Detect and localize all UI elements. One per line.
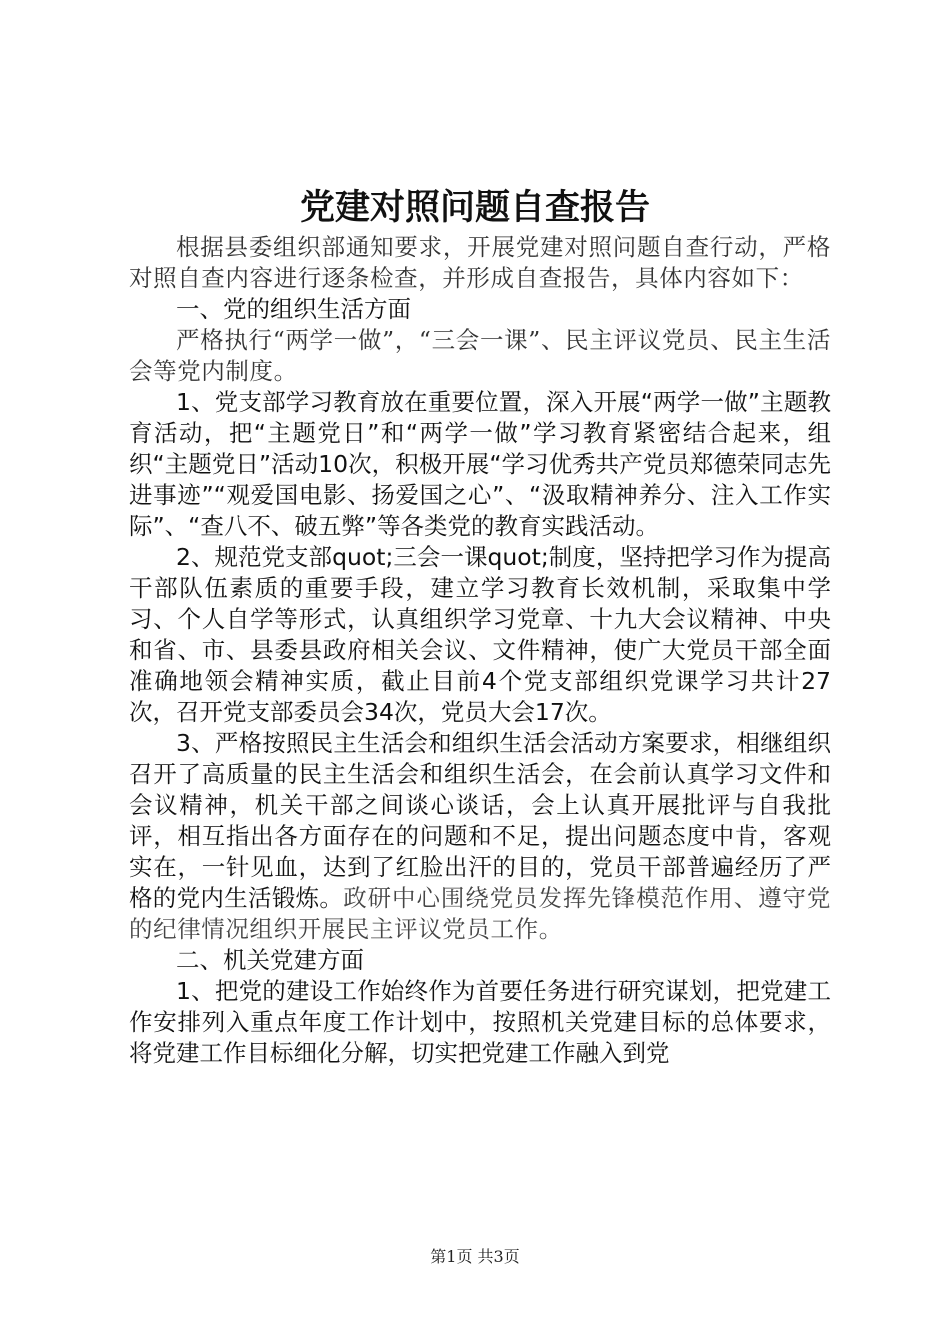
- document-title: 党建对照问题自查报告: [299, 187, 650, 228]
- section2-heading: 二、机关党建方面: [176, 946, 364, 974]
- section1-item3-tail: 政研中心围绕党员发挥先锋模范作用、遵守党的纪律情况组织开展民主评议党员工作。: [129, 884, 832, 943]
- section1-summary: 严格执行“两学一做”，“三会一课”、民主评议党员、民主生活会等党内制度。: [129, 326, 831, 385]
- section1-item3-text: 3、严格按照民主生活会和组织生活会活动方案要求，相继组织召开了高质量的民主生活会和组织生活会，在会前认真学习文件和会议精神，机关干部之间谈心谈话，会上认真开展批评与自我批评，相互指出各方面存在的问题和不足，提出问题态度中肯，客观实在，一针见血，达到了红脸出汗的目的，党员干部普遍经历了严格的党内生活锻炼。: [129, 729, 831, 912]
- intro-paragraph: 根据县委组织部通知要求，开展党建对照问题自查行动，严格对照自查内容进行逐条检查，并形成自查报告，具体内容如下：: [129, 233, 831, 292]
- page-footer: 第1页 共3页: [430, 1247, 520, 1266]
- section1-item2: 2、规范党支部quot;三会一课quot;制度，坚持把学习作为提高干部队伍素质的重要手段，建立学习教育长效机制，采取集中学习、个人自学等形式，认真组织学习党章、十九大会议精神、中央和省、市、县委县政府相关会议、文件精神，使广大党员干部全面准确地领会精神实质，截止目前4个党支部组织党课学习共计27次，召开党支部委员会34次，党员大会17次。: [129, 543, 831, 726]
- section2-item1: 1、把党的建设工作始终作为首要任务进行研究谋划，把党建工作安排列入重点年度工作计划中，按照机关党建目标的总体要求，将党建工作目标细化分解，切实把党建工作融入到党: [129, 977, 831, 1067]
- section1-heading: 一、党的组织生活方面: [176, 295, 411, 323]
- section1-item3: [129, 728, 831, 945]
- document-body: [129, 232, 831, 1069]
- section1-item1: 1、党支部学习教育放在重要位置，深入开展“两学一做”主题教育活动，把“主题党日”和“两学一做”学习教育紧密结合起来，组织“主题党日”活动10次，积极开展“学习优秀共产党员郑德荣同志先进事迹”“观爱国电影、扬爱国之心”、“汲取精神养分、注入工作实际”、“查八不、破五弊”等各类党的教育实践活动。: [129, 388, 831, 540]
